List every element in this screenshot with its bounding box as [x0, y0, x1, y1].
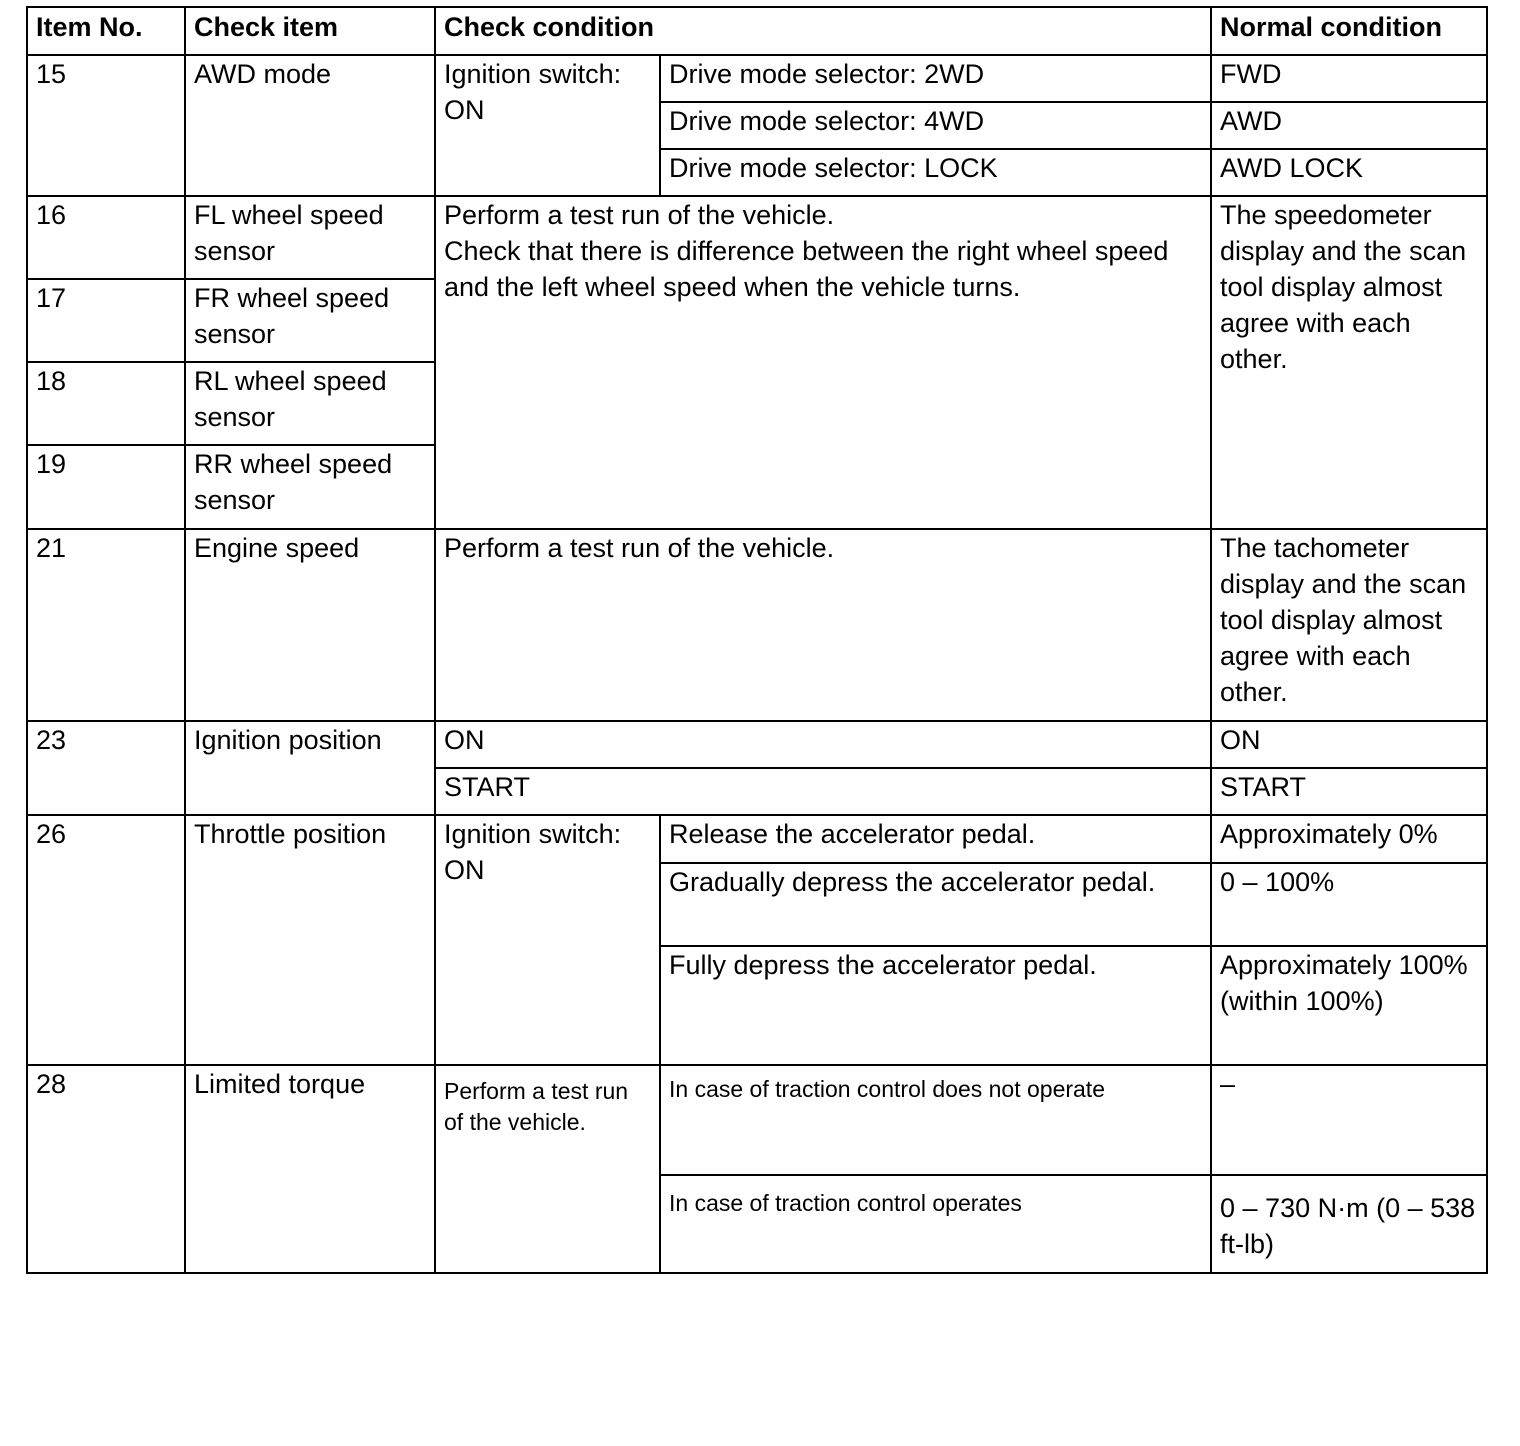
check-item-cell: RR wheel speed sensor	[185, 445, 435, 529]
condition-sub-cell: Drive mode selector: 4WD	[660, 102, 1211, 149]
normal-condition-cell: Approximately 0%	[1211, 815, 1487, 863]
header-check-condition: Check condition	[435, 7, 1211, 55]
normal-condition-cell: Approximately 100% (within 100%)	[1211, 946, 1487, 1065]
normal-condition-cell: –	[1211, 1065, 1487, 1175]
check-item-cell: Throttle position	[185, 815, 435, 1065]
table-row	[27, 196, 1487, 279]
table-row	[27, 1065, 1487, 1175]
item-no-cell: 28	[27, 1065, 185, 1273]
condition-sub-cell: Fully depress the accelerator pedal.	[660, 946, 1211, 1065]
condition-cell: ON	[435, 721, 1211, 768]
condition-main-cell: Ignition switch: ON	[435, 815, 660, 1065]
condition-cell: START	[435, 768, 1211, 815]
normal-condition-cell: The speedometer display and the scan tool display almost agree with each other.	[1211, 196, 1487, 529]
table-row	[27, 529, 1487, 721]
header-normal-condition: Normal condition	[1211, 7, 1487, 55]
normal-condition-cell: START	[1211, 768, 1487, 815]
header-item-no: Item No.	[27, 7, 185, 55]
item-no-cell: 26	[27, 815, 185, 1065]
normal-condition-cell: 0 – 730 N·m (0 – 538 ft-lb)	[1211, 1175, 1487, 1273]
normal-condition-cell: AWD	[1211, 102, 1487, 149]
condition-sub-cell: Gradually depress the accelerator pedal.	[660, 863, 1211, 946]
table-row	[27, 815, 1487, 863]
item-no-cell: 18	[27, 362, 185, 445]
condition-sub-cell: In case of traction control operates	[660, 1175, 1211, 1273]
condition-cell	[435, 196, 1211, 529]
item-no-cell: 19	[27, 445, 185, 529]
condition-sub-cell: Drive mode selector: LOCK	[660, 149, 1211, 196]
condition-line-2: Check that there is difference between the right wheel speed and the left wheel speed when the vehicle turns.	[444, 236, 1169, 302]
condition-main-cell: Ignition switch: ON	[435, 55, 660, 196]
check-item-cell: Ignition position	[185, 721, 435, 815]
table-row	[27, 721, 1487, 768]
item-no-cell: 23	[27, 721, 185, 815]
item-no-cell: 21	[27, 529, 185, 721]
header-check-item: Check item	[185, 7, 435, 55]
normal-condition-cell: FWD	[1211, 55, 1487, 102]
condition-main-cell: Perform a test run of the vehicle.	[435, 1065, 660, 1273]
normal-condition-cell: 0 – 100%	[1211, 863, 1487, 946]
check-item-cell: AWD mode	[185, 55, 435, 196]
check-table	[26, 6, 1488, 1274]
item-no-cell: 16	[27, 196, 185, 279]
normal-condition-cell: The tachometer display and the scan tool display almost agree with each other.	[1211, 529, 1487, 721]
item-no-cell: 17	[27, 279, 185, 362]
check-item-cell: Engine speed	[185, 529, 435, 721]
check-item-cell: Limited torque	[185, 1065, 435, 1273]
condition-sub-cell: Drive mode selector: 2WD	[660, 55, 1211, 102]
table-row	[27, 55, 1487, 102]
check-item-cell: RL wheel speed sensor	[185, 362, 435, 445]
condition-sub-cell: In case of traction control does not operate	[660, 1065, 1211, 1175]
condition-cell: Perform a test run of the vehicle.	[435, 529, 1211, 721]
normal-condition-cell: AWD LOCK	[1211, 149, 1487, 196]
normal-condition-cell: ON	[1211, 721, 1487, 768]
check-item-cell: FR wheel speed sensor	[185, 279, 435, 362]
condition-line-1: Perform a test run of the vehicle.	[444, 200, 835, 230]
header-row	[27, 7, 1487, 55]
condition-sub-cell: Release the accelerator pedal.	[660, 815, 1211, 863]
item-no-cell: 15	[27, 55, 185, 196]
check-item-cell: FL wheel speed sensor	[185, 196, 435, 279]
